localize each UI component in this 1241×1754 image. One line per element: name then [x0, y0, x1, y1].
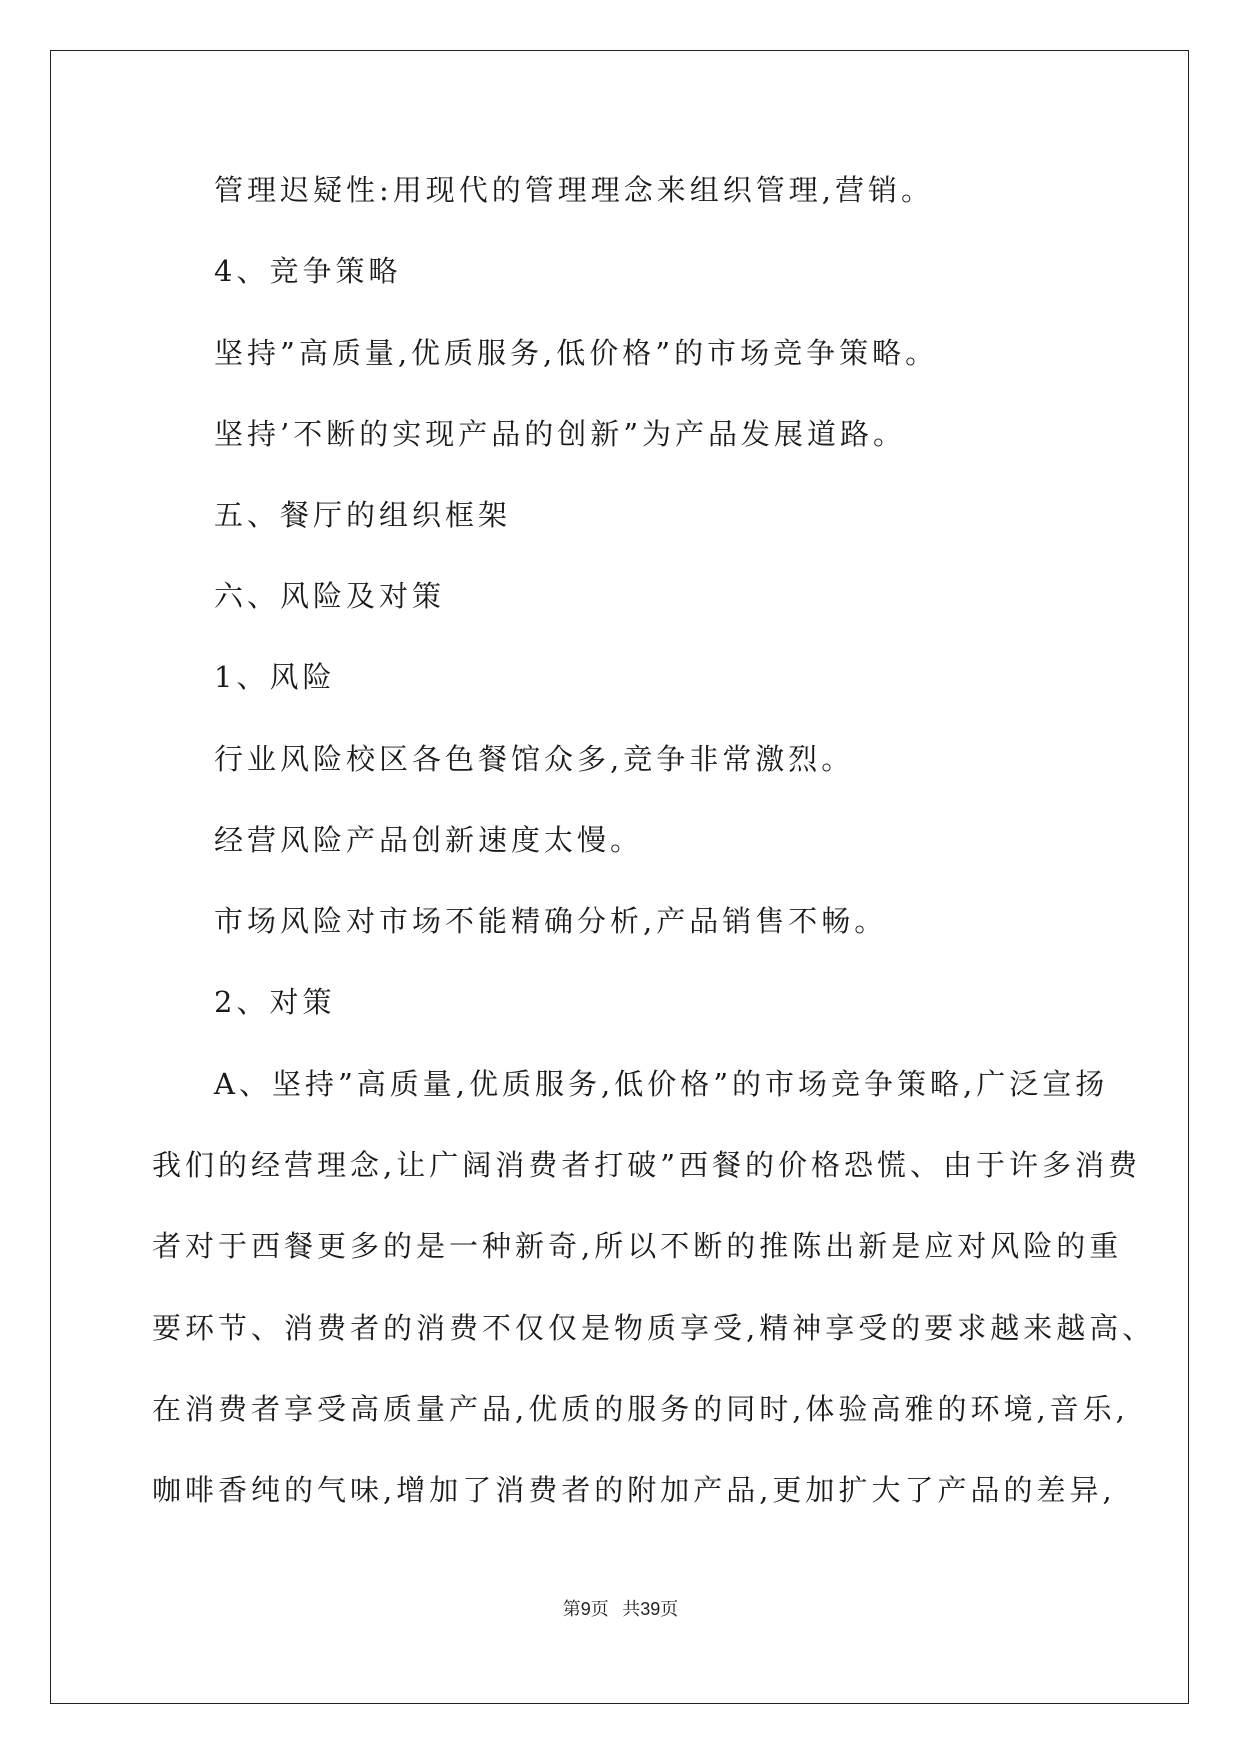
paragraph: 坚持’不断的实现产品的创新”为产品发展道路。 — [214, 417, 907, 451]
paragraph-line: 咖啡香纯的气味,增加了消费者的附加产品,更加扩大了产品的差异, — [152, 1473, 1116, 1507]
section-heading: 五、餐厅的组织框架 — [214, 498, 512, 532]
paragraph-line: 要环节、消费者的消费不仅仅是物质享受,精神享受的要求越来越高、 — [152, 1311, 1156, 1345]
paragraph: 行业风险校区各色餐馆众多,竞争非常激烈。 — [214, 742, 855, 776]
paragraph: 经营风险产品创新速度太慢。 — [214, 823, 644, 857]
page-prefix: 第 — [562, 1599, 581, 1619]
paragraph: 市场风险对市场不能精确分析,产品销售不畅。 — [214, 904, 888, 938]
paragraph: 坚持”高质量,优质服务,低价格”的市场竞争策略。 — [214, 336, 939, 370]
paragraph-line: 在消费者享受高质量产品,优质的服务的同时,体验高雅的环境,音乐, — [152, 1392, 1129, 1426]
section-heading: 1、风险 — [214, 660, 336, 694]
page-number: 9 — [580, 1599, 591, 1619]
paragraph-line: 者对于西餐更多的是一种新奇,所以不断的推陈出新是应对风险的重 — [152, 1229, 1123, 1263]
page-footer — [0, 1595, 1241, 1621]
paragraph-line: 我们的经营理念,让广阔消费者打破”西餐的价格恐慌、由于许多消费 — [152, 1148, 1142, 1182]
page-border — [50, 50, 1189, 1704]
paragraph: 管理迟疑性:用现代的管理理念来组织管理,营销。 — [214, 173, 934, 207]
section-heading: 六、风险及对策 — [214, 579, 446, 613]
total-prefix: 共 — [622, 1599, 641, 1619]
section-heading: 2、对策 — [214, 985, 336, 1019]
paragraph-line: A、坚持”高质量,优质服务,低价格”的市场竞争策略,广泛宣扬 — [214, 1067, 1109, 1101]
total-suffix: 页 — [660, 1599, 679, 1619]
section-heading: 4、竞争策略 — [214, 254, 402, 288]
total-pages: 39 — [640, 1599, 661, 1619]
page-suffix: 页 — [590, 1599, 609, 1619]
